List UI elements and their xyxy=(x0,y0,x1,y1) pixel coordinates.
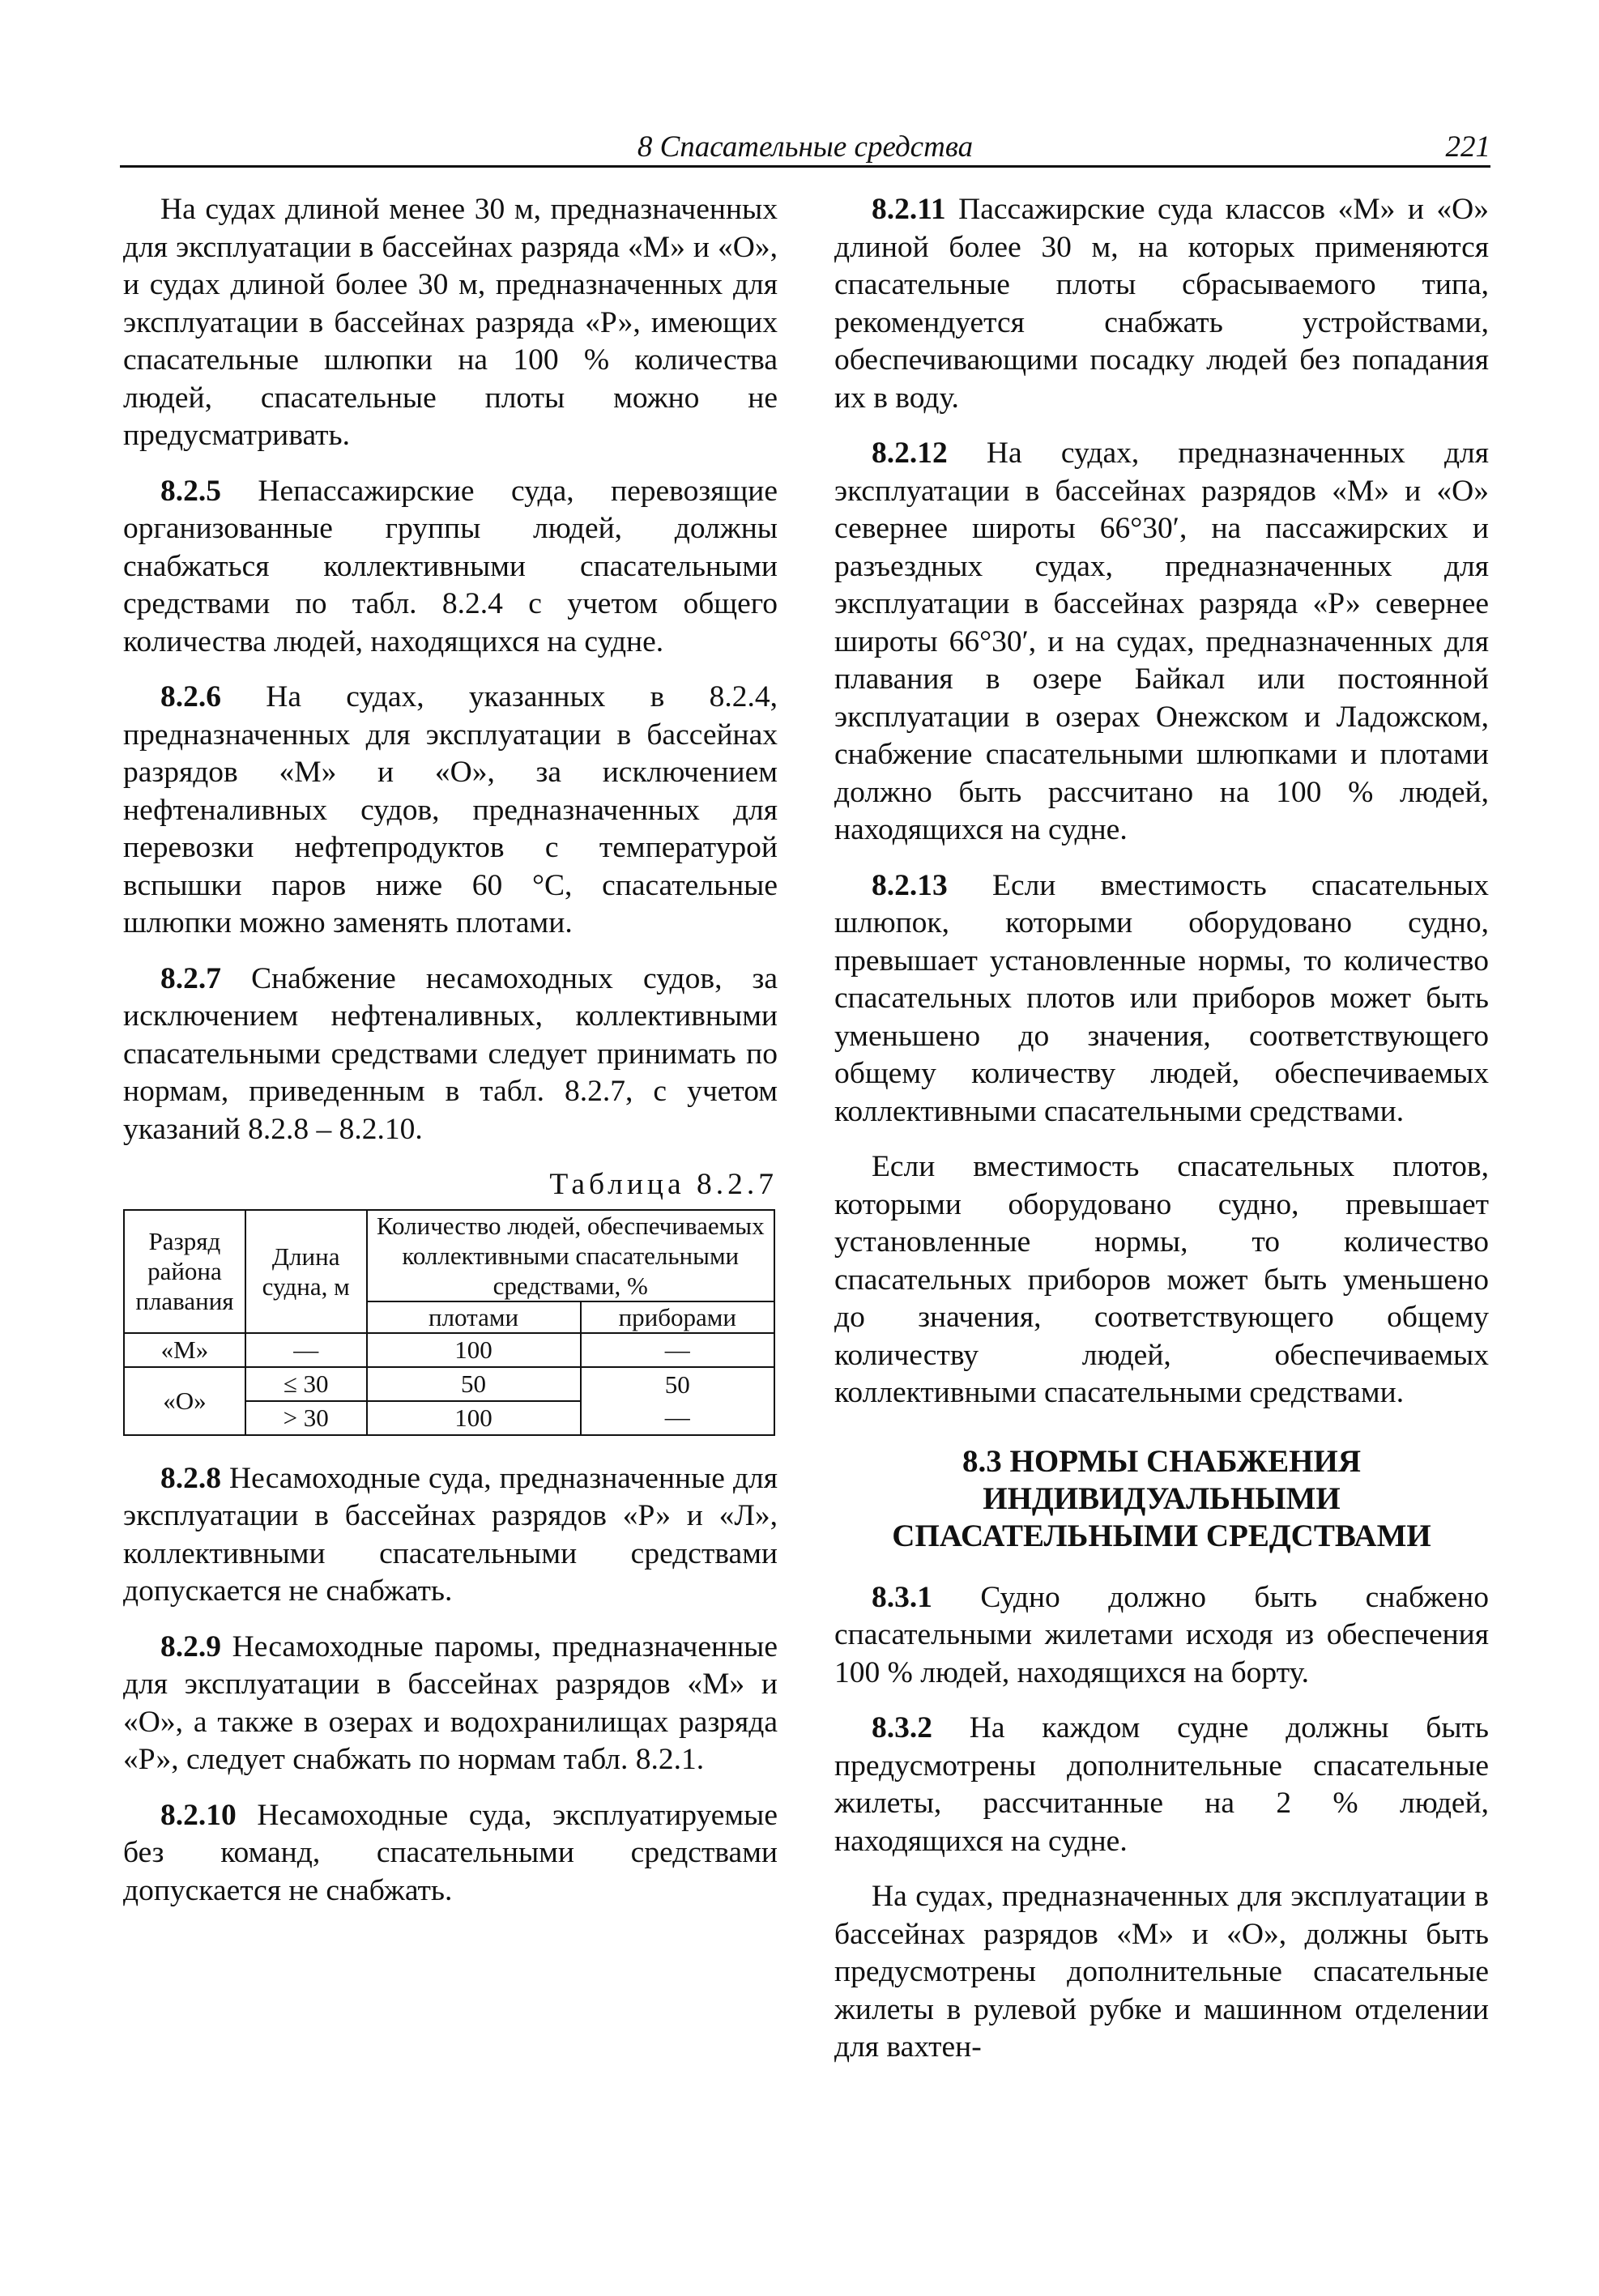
cell-rafts: 50 xyxy=(367,1367,581,1401)
paragraph-8-2-12 xyxy=(834,435,1489,850)
cell-length: ≤ 30 xyxy=(245,1367,367,1401)
section-heading-line: 8.3 НОРМЫ СНАБЖЕНИЯ xyxy=(962,1443,1361,1479)
paragraph-8-2-6 xyxy=(123,679,778,943)
table-row xyxy=(124,1367,774,1401)
paragraph-8-2-7 xyxy=(123,961,778,1149)
clause-number: 8.2.12 xyxy=(872,437,948,470)
clause-number: 8.2.13 xyxy=(872,868,948,902)
page-header xyxy=(120,130,1490,168)
clause-number: 8.2.9 xyxy=(160,1629,221,1663)
clause-number: 8.3.1 xyxy=(872,1580,932,1614)
header-zone: Разряд района плавания xyxy=(124,1210,245,1333)
paragraph-8-2-9 xyxy=(123,1629,778,1779)
table-caption: Таблица 8.2.7 xyxy=(549,1168,778,1201)
cell-rafts: 100 xyxy=(367,1401,581,1435)
section-heading-line: ИНДИВИДУАЛЬНЫМИ xyxy=(983,1480,1341,1516)
cell-zone: «О» xyxy=(124,1367,245,1435)
cell-devices: 50 xyxy=(581,1367,774,1435)
cell-length: > 30 xyxy=(245,1401,367,1435)
paragraph-8-2-5 xyxy=(123,473,778,662)
clause-number: 8.3.2 xyxy=(872,1711,932,1744)
clause-number: 8.2.5 xyxy=(160,474,221,508)
clause-text: На судах, предназначенных для эксплуатации в бассейнах разрядов «М» и «О» севернее широты 66°30′, на пассажирских и разъездных судах, предназначенных для эксплуатации в бассейнах разряда «Р» севернее широты 66°30′, и на судах, предназначенных для плавания в озере Байкал или постоянной эксплуатации в озерах Онежском и Ладожском, снабжение спасательными шлюпками и плотами должно быть рассчитано на 100 % людей, находящихся на судне. xyxy=(834,437,1489,846)
cell-devices: — xyxy=(581,1333,774,1367)
paragraph-8-3-2 xyxy=(834,1710,1489,1860)
left-column xyxy=(123,191,778,1928)
clause-text: Снабжение несамоходных судов, за исключением нефтеналивных, коллективными спасательными средствами следует принимать по нормам, приведенным в табл. 8.2.7, с учетом указаний 8.2.8 – 8.2.10. xyxy=(123,961,778,1146)
clause-text: Несамоходные суда, эксплуатируемые без команд, спасательными средствами допускается не снабжать. xyxy=(123,1798,778,1907)
page-number: 221 xyxy=(1445,130,1490,164)
section-heading-8-3 xyxy=(834,1443,1489,1555)
paragraph-8-2-10 xyxy=(123,1797,778,1910)
clause-text: На каждом судне должны быть предусмотрены дополнительные спасательные жилеты, рассчитанные на 2 % людей, находящихся на судне. xyxy=(834,1711,1489,1858)
clause-text: Непассажирские суда, перевозящие организованные группы людей, должны снабжаться коллективными спасательными средствами по табл. 8.2.4 с учетом общего количества людей, находящихся на судне. xyxy=(123,474,778,658)
running-title: 8 Спасательные средства xyxy=(637,130,974,164)
paragraph-intro: На судах длиной менее 30 м, предназначенных для эксплуатации в бассейнах разряда «М» и «О», и судах длиной более 30 м, предназначенных для эксплуатации в бассейнах разряда «Р», имеющих спасательные шлюпки на 100 % количества людей, спасательные плоты можно не предусматривать. xyxy=(123,193,778,452)
clause-number: 8.2.7 xyxy=(160,961,221,995)
table-row xyxy=(124,1333,774,1367)
cell-devices-row3: — xyxy=(664,1402,690,1431)
paragraph-final: На судах, предназначенных для эксплуатации в бассейнах разрядов «М» и «О», должны быть предусмотрены дополнительные спасательные жилеты в рулевой рубке и машинном отделении для вахтен- xyxy=(834,1880,1489,2064)
header-rafts: плотами xyxy=(367,1301,581,1333)
clause-text: Если вместимость спасательных шлюпок, которыми оборудовано судно, превышает установленные нормы, то количество спасательных плотов или приборов может быть уменьшено до значения, соответствующего общему количеству людей, обеспечиваемых коллективными спасательными средствами. xyxy=(834,868,1489,1128)
header-people-group: Количество людей, обеспечиваемых коллективными спасательными средствами, % xyxy=(367,1210,775,1301)
clause-text: Несамоходные суда, предназначенные для эксплуатации в бассейнах разрядов «Р» и «Л», коллективными спасательными средствами допускается не снабжать. xyxy=(123,1461,778,1608)
clause-number: 8.2.6 xyxy=(160,680,221,714)
right-column xyxy=(834,191,1489,2085)
clause-text: Несамоходные паромы, предназначенные для эксплуатации в бассейнах разрядов «М» и «О», а также в озерах и водохранилищах разряда «Р», следует снабжать по нормам табл. 8.2.1. xyxy=(123,1629,778,1776)
paragraph-8-2-8 xyxy=(123,1460,778,1611)
paragraph-8-3-1 xyxy=(834,1579,1489,1693)
section-heading-line: СПАСАТЕЛЬНЫМИ СРЕДСТВАМИ xyxy=(892,1518,1431,1553)
paragraph-rafts-excess: Если вместимость спасательных плотов, которыми оборудовано судно, превышает установленные нормы, то количество спасательных приборов может быть уменьшено до значения, соответствующего общему количеству людей, обеспечиваемых коллективными спасательными средствами. xyxy=(834,1150,1489,1409)
clause-number: 8.2.11 xyxy=(872,193,946,226)
paragraph-8-2-13 xyxy=(834,867,1489,1131)
clause-text: Пассажирские суда классов «М» и «О» длиной более 30 м, на которых применяются спасательные плоты сбрасываемого типа, рекомендуется снабжать устройствами, обеспечивающими посадку людей без попадания их в воду. xyxy=(834,193,1489,415)
clause-text: Судно должно быть снабжено спасательными жилетами исходя из обеспечения 100 % людей, находящихся на борту. xyxy=(834,1580,1489,1689)
header-length: Длина судна, м xyxy=(245,1210,367,1333)
cell-zone: «М» xyxy=(124,1333,245,1367)
cell-rafts: 100 xyxy=(367,1333,581,1367)
clause-number: 8.2.10 xyxy=(160,1798,237,1832)
clause-text: На судах, указанных в 8.2.4, предназначенных для эксплуатации в бассейнах разрядов «М» и «О», за исключением нефтеналивных судов, предназначенных для перевозки нефтепродуктов с температурой вспышки паров ниже 60 °С, спасательные шлюпки можно заменять плотами. xyxy=(123,680,778,939)
header-devices: приборами xyxy=(581,1301,774,1333)
paragraph-8-2-11 xyxy=(834,191,1489,417)
clause-number: 8.2.8 xyxy=(160,1461,221,1495)
cell-length: — xyxy=(245,1333,367,1367)
